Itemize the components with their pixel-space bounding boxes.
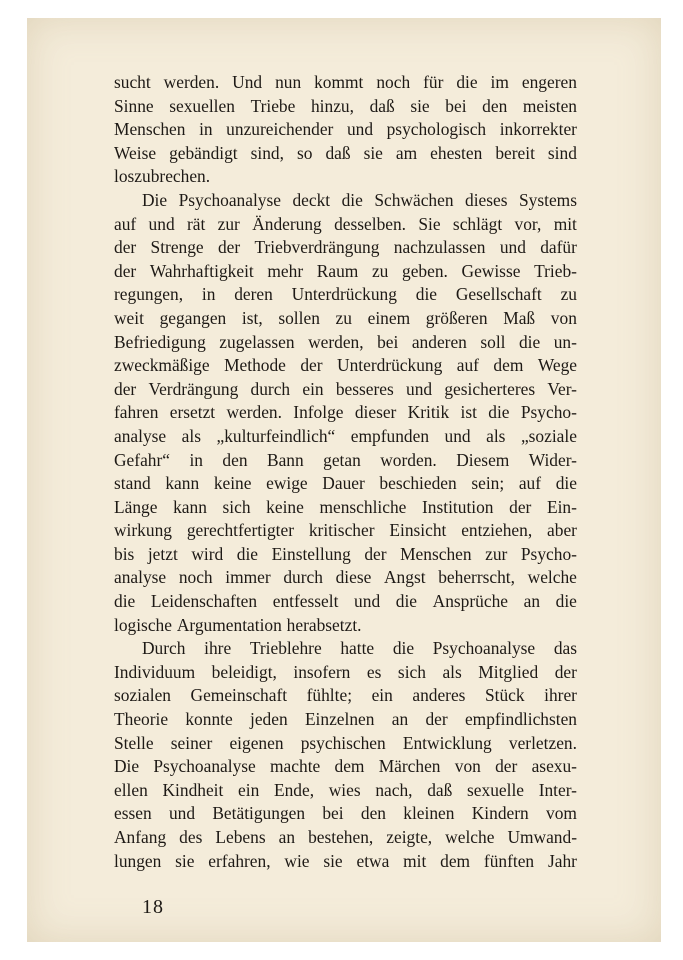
text-line	[114, 496, 577, 520]
word: herabsetzt.	[286, 614, 362, 635]
word: und	[354, 591, 381, 612]
word: Maß	[503, 307, 536, 328]
word: Triebe	[250, 95, 296, 116]
word: zeigte,	[386, 827, 433, 847]
word: insofern	[293, 661, 351, 682]
word: ihre	[204, 638, 232, 659]
word: Gemeinschaft	[190, 685, 288, 706]
word: bereit	[495, 142, 535, 163]
word: etwa	[356, 850, 390, 871]
word: kann	[173, 496, 207, 517]
word: sind	[547, 142, 577, 163]
word: gegangen	[159, 307, 227, 328]
word: den	[482, 95, 508, 116]
word: Wahrhaftigkeit	[149, 260, 254, 281]
word: ihrer	[544, 685, 577, 706]
word: werden.	[226, 402, 282, 423]
word: Lebens	[215, 827, 266, 847]
word: mehr	[267, 260, 304, 281]
text-line	[114, 118, 577, 142]
word: menschliche	[319, 496, 407, 517]
word: geben.	[402, 260, 448, 281]
text-line	[114, 425, 577, 449]
word: die	[341, 189, 363, 210]
word: Jahr	[547, 850, 577, 871]
word: Sinne	[114, 95, 154, 116]
word: eigenen	[229, 732, 284, 753]
word: Ver-	[547, 378, 577, 399]
word: zugelassen	[219, 331, 295, 352]
text-line	[114, 236, 577, 260]
word: sexuelle	[467, 779, 524, 800]
word: Umwand-	[507, 827, 577, 847]
word: Methode	[224, 355, 286, 376]
word: der	[114, 378, 137, 399]
word: zu	[560, 284, 577, 305]
word: sie	[323, 850, 343, 871]
text-line	[114, 189, 577, 213]
word: Leidenschaften	[150, 591, 258, 612]
word: dafür	[540, 237, 577, 258]
word: dem	[440, 850, 471, 871]
word: Inter-	[538, 779, 577, 800]
word: die	[114, 591, 136, 612]
word: Strenge	[150, 237, 204, 258]
word: wirkung	[114, 520, 172, 541]
word: wies	[328, 779, 361, 800]
word: Stelle	[114, 732, 154, 753]
word: anderen	[411, 331, 467, 352]
word: zu	[371, 260, 389, 281]
word: an	[391, 709, 409, 730]
word: einem	[367, 307, 411, 328]
word: Psychoanalyse	[153, 756, 256, 777]
word: entziehen,	[461, 520, 533, 541]
word: essen	[114, 803, 152, 824]
word: wird	[191, 543, 224, 564]
text-line	[114, 566, 577, 590]
word: Angst	[384, 567, 426, 588]
text-line	[114, 378, 577, 402]
word: bei	[322, 803, 344, 824]
word: Menschen	[114, 119, 186, 140]
word: „kulturfeindlich“	[216, 425, 336, 446]
word: dem	[334, 756, 365, 777]
word: beherrscht,	[438, 567, 515, 588]
word: durch	[283, 567, 323, 588]
word: der	[509, 496, 532, 517]
word: fünften	[483, 850, 535, 871]
word: sich	[397, 661, 426, 682]
word: diese	[335, 567, 372, 588]
word: machte	[270, 756, 321, 777]
word: daß	[369, 95, 395, 116]
word: Theorie	[114, 709, 169, 730]
word: logische	[114, 614, 172, 635]
text-line	[114, 779, 577, 803]
word: die	[236, 543, 259, 564]
word: Gesellschaft	[455, 284, 542, 305]
word: die	[392, 638, 415, 659]
word: ellen	[114, 779, 148, 800]
word: und	[444, 425, 471, 446]
word: des	[179, 827, 203, 847]
word: „soziale	[520, 425, 577, 446]
word: besseres	[335, 378, 394, 399]
word: analyse	[114, 567, 167, 588]
word: konnte	[185, 709, 233, 730]
word: dem	[493, 355, 524, 376]
text-line	[114, 307, 577, 331]
word: psychologisch	[386, 119, 487, 140]
word: größeren	[425, 307, 488, 328]
word: für	[423, 72, 444, 92]
page-number: 18	[142, 896, 164, 918]
word: desselben.	[334, 213, 407, 234]
word: kann	[165, 473, 200, 494]
text-line	[114, 755, 577, 779]
word: die	[555, 473, 577, 494]
word: un-	[553, 331, 577, 352]
word: der	[554, 661, 577, 682]
word: aber	[547, 520, 577, 541]
word: kritischer	[308, 520, 375, 541]
word: den	[222, 449, 248, 470]
word: Anfang	[114, 827, 167, 847]
word: gesicherteres	[444, 378, 536, 399]
word: Gefahr“	[114, 449, 170, 470]
word: getan	[323, 449, 361, 470]
word: werden.	[163, 72, 220, 92]
word: die	[488, 402, 510, 423]
word: Einstellung	[271, 543, 351, 564]
word: Psychoanalyse	[432, 638, 536, 659]
word: ist	[460, 402, 477, 423]
word: die	[518, 331, 541, 352]
text-line	[114, 850, 577, 874]
word: Änderung	[252, 213, 322, 234]
word: welche	[445, 827, 495, 847]
word: in	[189, 449, 203, 470]
word: Trieblehre	[249, 638, 322, 659]
word: der	[114, 260, 137, 281]
word: weit	[114, 307, 144, 328]
word: in	[199, 119, 213, 140]
text-line	[114, 732, 577, 756]
word: ersetzt	[169, 402, 216, 423]
word: immer	[225, 567, 271, 588]
word: vor,	[514, 213, 542, 234]
word: und	[168, 803, 196, 824]
word: hatte	[340, 638, 375, 659]
word: zur	[485, 543, 508, 564]
word: beschieden	[379, 473, 457, 494]
word: der	[495, 756, 518, 777]
word: zu	[335, 307, 352, 328]
text-line	[114, 472, 577, 496]
word: wie	[284, 850, 310, 871]
word: welche	[527, 567, 577, 588]
word: unzureichender	[226, 119, 334, 140]
word: mit	[403, 850, 427, 871]
word: stand	[114, 473, 151, 494]
word: mit	[553, 213, 577, 234]
word: Unterdrückung	[337, 355, 443, 376]
word: Mitglied	[478, 661, 539, 682]
word: und	[499, 237, 526, 258]
word: das	[553, 638, 577, 659]
word: Menschen	[400, 543, 472, 564]
text-line	[114, 260, 577, 284]
word: sind,	[250, 142, 284, 163]
text-line	[114, 614, 577, 638]
text-line	[114, 590, 577, 614]
word: verletzen.	[508, 732, 577, 753]
word: sollen	[278, 307, 320, 328]
word: hinzu,	[310, 95, 354, 116]
word: jetzt	[147, 543, 178, 564]
word: loszubrechen.	[114, 166, 211, 187]
word: Befriedigung	[114, 331, 206, 352]
word: Psycho-	[520, 543, 577, 564]
text-line	[114, 637, 577, 661]
word: als	[486, 425, 506, 446]
word: asexu-	[531, 756, 577, 777]
word: die	[415, 284, 437, 305]
word: als	[181, 425, 201, 446]
text-line	[114, 519, 577, 543]
word: vom	[546, 803, 577, 824]
word: nun	[275, 72, 302, 92]
word: sie	[410, 95, 430, 116]
word: die	[456, 72, 478, 92]
word: zweckmäßige	[114, 355, 210, 376]
word: ein	[238, 779, 260, 800]
word: und	[406, 378, 433, 399]
word: Argumentation	[176, 614, 282, 635]
word: gebändigt	[169, 142, 238, 163]
word: zur	[217, 213, 240, 234]
text-line	[114, 95, 577, 119]
word: deckt	[292, 189, 331, 210]
word: Und	[232, 72, 263, 92]
word: Kindheit	[162, 779, 224, 800]
word: die	[395, 591, 418, 612]
word: Trieb-	[534, 260, 577, 281]
word: sucht	[114, 72, 151, 92]
word: dieses	[465, 189, 508, 210]
word: daß	[325, 142, 351, 163]
word: in	[201, 284, 216, 305]
word: ehesten	[430, 142, 483, 163]
word: Entwicklung	[402, 732, 492, 753]
word: Durch	[142, 638, 186, 659]
word: regungen,	[114, 284, 184, 305]
word: empfindlichsten	[464, 709, 577, 730]
word: entfesselt	[272, 591, 339, 612]
book-page	[27, 18, 661, 942]
text-line	[114, 826, 577, 850]
word: der	[114, 237, 137, 258]
word: durch	[250, 378, 291, 399]
word: Die	[142, 189, 168, 210]
body-text	[114, 71, 577, 873]
word: Einzelnen	[304, 709, 375, 730]
text-line	[114, 331, 577, 355]
word: Kindern	[471, 803, 529, 824]
word: Ansprüche	[432, 591, 508, 612]
word: kleinen	[403, 803, 455, 824]
word: keine	[213, 473, 252, 494]
word: ist,	[241, 307, 263, 328]
word: Schwächen	[374, 189, 454, 210]
word: Wider-	[528, 449, 577, 470]
word: ein	[371, 685, 393, 706]
word: auf	[114, 213, 137, 234]
text-line	[114, 142, 577, 166]
word: sich	[222, 496, 251, 517]
word: soll	[480, 331, 506, 352]
word: an	[278, 827, 296, 847]
word: fühlte;	[306, 685, 353, 706]
word: bei	[377, 331, 399, 352]
word: der	[425, 709, 448, 730]
text-line	[114, 71, 577, 95]
word: Länge	[114, 496, 158, 517]
word: lungen	[114, 850, 162, 871]
word: ein	[302, 378, 324, 399]
word: keine	[266, 496, 304, 517]
word: noch	[376, 72, 411, 92]
word: die	[555, 591, 577, 612]
word: Psycho-	[520, 402, 577, 423]
word: an	[523, 591, 541, 612]
word: Dauer	[322, 473, 365, 494]
word: erfahren,	[208, 850, 271, 871]
word: Sie	[418, 213, 441, 234]
word: daß	[427, 779, 453, 800]
word: Märchen	[378, 756, 441, 777]
text-line	[114, 684, 577, 708]
word: sie	[363, 142, 383, 163]
word: worden.	[380, 449, 437, 470]
word: inkorrekter	[499, 119, 577, 140]
word: Psychoanalyse	[178, 189, 281, 210]
word: Ein-	[546, 496, 577, 517]
word: nachzulassen	[393, 237, 486, 258]
word: und	[346, 119, 374, 140]
word: Kritik	[407, 402, 450, 423]
word: noch	[178, 567, 213, 588]
word: kommt	[314, 72, 364, 92]
word: Betätigungen	[212, 803, 306, 824]
word: Einsicht	[389, 520, 447, 541]
word: Bann	[266, 449, 304, 470]
word: Infolge	[293, 402, 344, 423]
word: bis	[114, 543, 135, 564]
word: Verdrängung	[148, 378, 239, 399]
word: bestehen,	[308, 827, 374, 847]
word: jeden	[249, 709, 288, 730]
word: Institution	[422, 496, 494, 517]
word: Systems	[518, 189, 577, 210]
word: am	[395, 142, 418, 163]
text-line	[114, 354, 577, 378]
word: sexuellen	[169, 95, 235, 116]
word: sein;	[471, 473, 505, 494]
text-line	[114, 543, 577, 567]
text-line	[114, 401, 577, 425]
text-line	[114, 661, 577, 685]
word: Unterdrückung	[291, 284, 397, 305]
word: Ende,	[273, 779, 315, 800]
word: empfunden	[350, 425, 430, 446]
text-line	[114, 213, 577, 237]
word: ewige	[266, 473, 308, 494]
word: so	[296, 142, 313, 163]
word: Raum	[316, 260, 359, 281]
word: von	[550, 307, 577, 328]
word: auf	[518, 473, 542, 494]
word: Weise	[114, 142, 157, 163]
word: rät	[186, 213, 206, 234]
word: im	[490, 72, 509, 92]
word: sie	[175, 850, 195, 871]
word: der	[217, 237, 241, 258]
word: analyse	[114, 425, 167, 446]
word: Individuum	[114, 661, 196, 682]
word: sozialen	[114, 685, 171, 706]
word: Wege	[537, 355, 577, 376]
text-line	[114, 708, 577, 732]
word: meisten	[522, 95, 577, 116]
word: von	[454, 756, 481, 777]
word: der	[300, 355, 323, 376]
word: dieser	[354, 402, 397, 423]
word: und	[148, 213, 175, 234]
word: seiner	[170, 732, 213, 753]
word: Triebverdrängung	[254, 237, 380, 258]
word: den	[360, 803, 386, 824]
word: Stück	[484, 685, 525, 706]
word: gerechtfertigter	[186, 520, 294, 541]
word: der	[364, 543, 387, 564]
word: fahren	[114, 402, 159, 423]
word: schlägt	[452, 213, 503, 234]
word: psychischen	[300, 732, 386, 753]
word: engeren	[521, 72, 577, 92]
text-line	[114, 165, 577, 189]
word: auf	[456, 355, 479, 376]
word: nach,	[375, 779, 413, 800]
word: deren	[234, 284, 273, 305]
word: Gewisse	[461, 260, 521, 281]
text-line	[114, 802, 577, 826]
text-line	[114, 283, 577, 307]
word: werden,	[308, 331, 364, 352]
word: Die	[114, 756, 140, 777]
word: bei	[445, 95, 467, 116]
word: als	[442, 661, 462, 682]
word: Diesem	[456, 449, 510, 470]
text-line	[114, 449, 577, 473]
word: es	[366, 661, 382, 682]
word: anderes	[412, 685, 466, 706]
word: beleidigt,	[211, 661, 277, 682]
